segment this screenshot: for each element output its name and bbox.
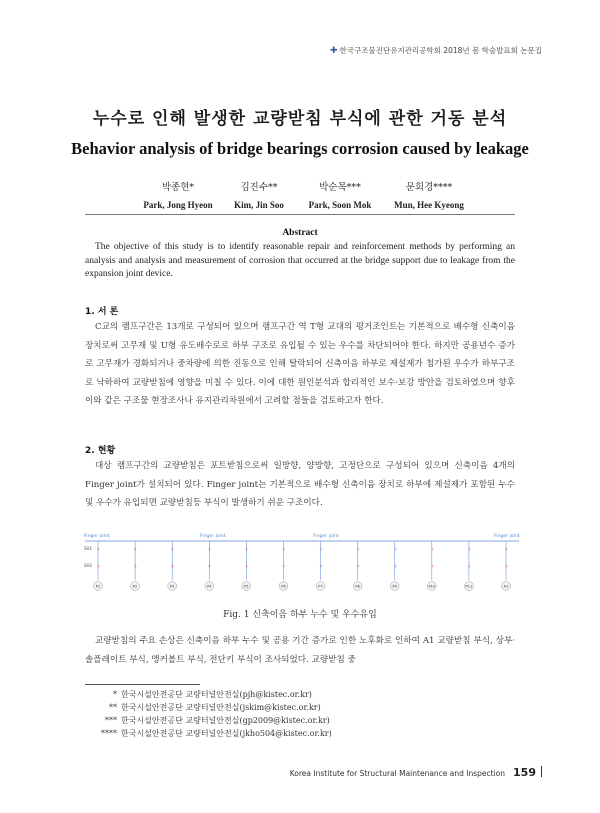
pier-grid — [94, 541, 511, 590]
journal-name: 한국구조물진단유지관리공학회 2018년 봄 학술발표회 논문집 — [339, 46, 542, 55]
row-label: SH1 — [84, 546, 93, 551]
section-1-heading: 1. 서 론 — [85, 307, 119, 317]
bearing-mark: + — [281, 546, 287, 553]
author-name-kr: 김진수** — [240, 182, 278, 193]
bearing-mark: + — [318, 546, 324, 553]
section-2-text: 대상 램프구간의 교량받침은 포트받침으로써 일방향, 양방향, 고정단으로 구성되어 있으며 신축이음 4개의 Finger joint가 설치되어 있다. Finger joint는 기본적으로 배수형 신축이음 장치로 하부에 제설제가 포함된 누수 및 우수가 유입되면 교량받침등 부식이 발생하기 쉬운 구조이다. — [85, 461, 515, 508]
bearing-mark: + — [430, 563, 435, 570]
bearing-mark: + — [96, 563, 101, 570]
author-name-en: Mun, Hee Kyeong — [394, 200, 464, 210]
bearing-mark: + — [467, 546, 472, 553]
pier-label: P5 — [244, 584, 249, 589]
pier-label: P7 — [318, 584, 323, 589]
footer-bar — [541, 766, 542, 777]
author-name-en: Kim, Jin Soo — [234, 200, 284, 210]
bearing-mark: + — [170, 546, 175, 553]
bearing-mark: + — [504, 546, 509, 553]
pier-label: P1 — [95, 584, 101, 589]
divider — [85, 214, 515, 215]
pier-label: P6 — [281, 584, 286, 589]
page-number: 159 — [513, 766, 536, 779]
author-name-en: Park, Soon Mok — [308, 200, 372, 210]
bearing-mark: + — [356, 563, 361, 570]
footnote: ** 한국시설안전공단 교량터널안전실(jskim@kistec.or.kr) — [109, 703, 321, 712]
pier-label: P8 — [355, 584, 360, 589]
pier-label: P2 — [132, 584, 138, 589]
bearing-mark: + — [281, 563, 287, 570]
page-footer — [290, 761, 542, 780]
finger-joint-label: Finger joint — [200, 534, 226, 539]
finger-joint-label: Finger joint — [84, 534, 110, 539]
figure-1-caption: Fig. 1 신축이음 하부 누수 및 우수유입 — [223, 610, 377, 620]
pier-label: A1 — [503, 584, 509, 589]
bearing-mark: + — [207, 546, 212, 553]
footnote: *** 한국시설안전공단 교량터널안전실(gp2009@kistec.or.kr) — [105, 716, 330, 725]
title-english: Behavior analysis of bridge bearings corrosion caused by leakage — [71, 139, 529, 158]
bearing-mark: + — [467, 563, 472, 570]
footnote: * 한국시설안전공단 교량터널안전실(pjh@kistec.or.kr) — [113, 690, 312, 699]
author-4 — [369, 179, 489, 210]
bearing-mark: + — [318, 563, 324, 570]
bearing-mark: + — [244, 563, 249, 570]
author-name-en: Park, Jong Hyeon — [143, 200, 213, 210]
pier-label: P10 — [428, 584, 436, 589]
bearing-mark: + — [430, 546, 435, 553]
footnote-divider — [85, 684, 200, 685]
bearing-mark: + — [393, 563, 398, 570]
abstract-heading: Abstract — [282, 228, 318, 238]
bearing-mark: + — [244, 546, 249, 553]
bearing-mark: + — [133, 546, 138, 553]
bearing-mark: + — [207, 563, 212, 570]
body-text: 교량받침의 주요 손상은 신축이음 하부 누수 및 공용 기간 증가로 인한 노후화로 인하여 A1 교량받침 부식, 상부·솔플레이트 부식, 앵커볼트 부식, 전단키 부식이 조사되었다. 교량받침 중 — [85, 636, 515, 665]
row-label: SH2 — [84, 563, 93, 568]
bearing-mark: + — [170, 563, 175, 570]
bearing-mark: + — [504, 563, 509, 570]
pier-label: P11 — [465, 584, 473, 589]
bearing-mark: + — [96, 546, 101, 553]
abstract-text: The objective of this study is to identify reasonable repair and reinforcement methods by performing an analysis and analysis and measurement of corrosion that occurred at the bridge support due to leakage from the expansion joint device. — [85, 242, 515, 279]
section-1-text: C교의 램프구간은 13개로 구성되어 있으며 램프구간 역 T형 교대의 평거조인트는 기본적으로 배수형 신축이음장치로써 고무재 및 U형 유도배수로로 하부 구조로 유입될 수 있는 우수를 차단되어야 한다. 하지만 공용년수 증가로 고무재가 경화되거나 중차량에 의한 진동으로 인해 탈락되어 신축이음 하부로 제설제가 첨가된 우수가 하부구조로 낙하하여 교량받침에 영향을 미칠 수 있다. 이에 대한 원인분석과 합리적인 보수·보강 방안을 검토하였으며 향후 이와 같은 구조물 현장조사나 유지관리차원에서 고려할 점들을 검토하고자 한다. — [85, 322, 515, 406]
section-2-heading: 2. 현황 — [85, 446, 116, 456]
footnote: **** 한국시설안전공단 교량터널안전실(jkho504@kistec.or.kr) — [101, 729, 332, 738]
journal-logo-icon: ✚ — [329, 46, 338, 56]
finger-joint-label: Finger joint — [313, 534, 339, 539]
bearing-mark: + — [393, 546, 398, 553]
title-korean: 누수로 인해 발생한 교량받침 부식에 관한 거동 분석 — [92, 109, 508, 129]
bearing-mark: + — [356, 546, 361, 553]
pier-label: P9 — [392, 584, 397, 589]
pier-label: P3 — [169, 584, 175, 589]
figure-1-diagram — [82, 533, 522, 595]
author-name-kr: 문희경**** — [405, 182, 453, 193]
author-name-kr: 박종현* — [161, 182, 195, 193]
footer-institute: Korea Institute for Structural Maintenance and Inspection — [289, 769, 506, 778]
journal-header — [330, 45, 542, 56]
bearing-mark: + — [133, 563, 138, 570]
pier-label: P4 — [207, 584, 212, 589]
author-name-kr: 박순목*** — [319, 182, 361, 193]
finger-joint-label: Finger joint — [494, 534, 520, 539]
